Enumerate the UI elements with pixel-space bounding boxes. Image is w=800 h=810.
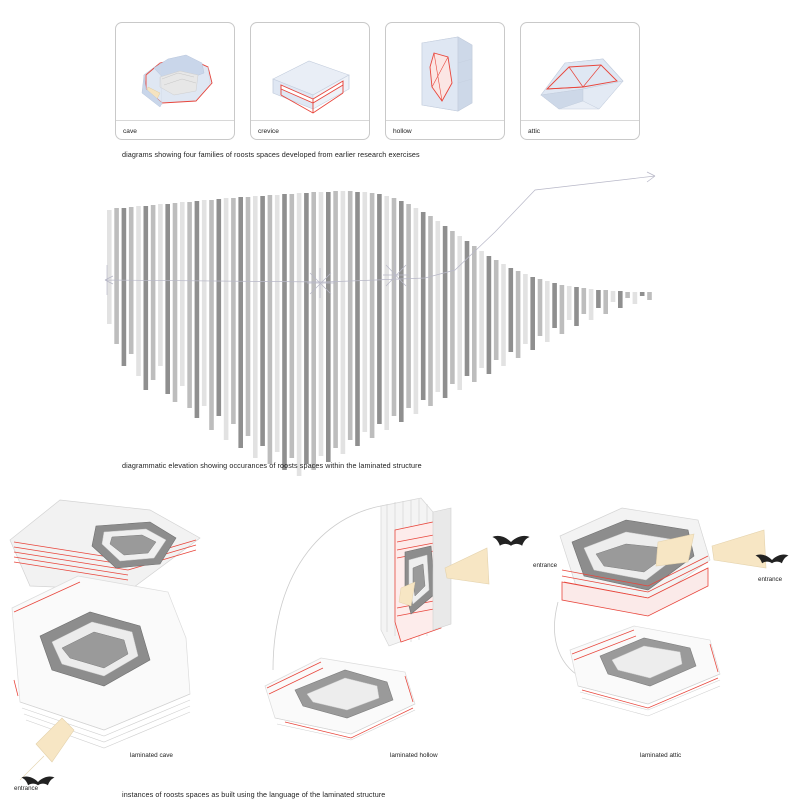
- elevation-fin: [501, 264, 506, 366]
- tile-divider: [116, 120, 234, 121]
- elevation-fin: [180, 202, 185, 386]
- tile-attic: [520, 22, 640, 140]
- elevation-fin: [304, 193, 309, 464]
- elevation-fin: [574, 287, 579, 326]
- elevation-fin: [603, 290, 608, 314]
- elevation-fin: [384, 196, 389, 430]
- elevation-fin: [472, 246, 477, 382]
- elevation-fin: [333, 191, 338, 448]
- elevation-fin: [114, 208, 119, 344]
- elevation-fin: [421, 212, 426, 400]
- elevation-fin: [370, 193, 375, 438]
- elevation-fin: [582, 288, 587, 314]
- elevation-fin: [363, 192, 368, 432]
- bat-icon: [22, 777, 55, 786]
- elevation-fin: [552, 283, 557, 328]
- elevation-fin: [173, 203, 178, 402]
- elevation-fin: [436, 221, 441, 392]
- elevation-fin: [457, 236, 462, 390]
- elevation-fins: [107, 191, 652, 476]
- tile-divider: [521, 120, 639, 121]
- elevation-fin: [414, 208, 419, 414]
- elevation-fin: [530, 277, 535, 350]
- elevation-fin: [465, 241, 470, 376]
- elevation-fin: [589, 289, 594, 320]
- tile-label-cave: cave: [123, 128, 137, 135]
- tile-hollow: [385, 22, 505, 140]
- caption-instances: instances of roosts spaces as built using the language of the laminated structure: [122, 790, 386, 799]
- tile-divider: [251, 120, 369, 121]
- elevation-fin: [165, 204, 170, 394]
- elevation-fin: [392, 198, 397, 416]
- instance-hollow-art: [255, 490, 545, 740]
- entrance-label-cave: entrance: [14, 785, 39, 792]
- elevation-fin: [377, 194, 382, 424]
- elevation-fin: [516, 271, 521, 358]
- entrance-label-attic: entrance: [758, 576, 783, 583]
- elevation-fin: [151, 205, 156, 380]
- elevation-fin: [479, 251, 484, 368]
- elevation-fin: [136, 206, 141, 376]
- elevation-fin: [611, 291, 616, 302]
- elevation-fin: [406, 204, 411, 408]
- elevation-fin: [290, 194, 295, 458]
- tile-label-hollow: hollow: [393, 128, 412, 135]
- elevation-fin: [253, 196, 258, 458]
- elevation-fin: [545, 281, 550, 342]
- crevice-diagram-art: [251, 23, 369, 122]
- elevation-diagram: [95, 160, 675, 460]
- elevation-fin: [311, 192, 316, 470]
- elevation-fin: [260, 196, 265, 446]
- instance-label-cave: laminated cave: [130, 752, 173, 759]
- elevation-fin: [348, 191, 353, 440]
- elevation-fin: [618, 291, 623, 308]
- elevation-fin: [494, 260, 499, 360]
- elevation-fin: [567, 286, 572, 320]
- elevation-fin: [355, 192, 360, 446]
- elevation-fin: [144, 206, 149, 390]
- elevation-fin: [209, 200, 214, 430]
- bat-icon: [492, 536, 529, 546]
- elevation-fin: [647, 292, 652, 300]
- elevation-fin: [282, 194, 287, 470]
- tile-label-crevice: crevice: [258, 128, 279, 135]
- elevation-fin: [450, 231, 455, 384]
- elevation-fin: [560, 285, 565, 334]
- elevation-fin: [596, 290, 601, 308]
- tile-cave: [115, 22, 235, 140]
- elevation-fin: [625, 292, 630, 298]
- entrance-label-hollow: entrance: [533, 562, 558, 569]
- elevation-fin: [158, 204, 163, 366]
- elevation-fin: [399, 201, 404, 422]
- elevation-fin: [107, 210, 112, 324]
- elevation-fin: [224, 198, 229, 440]
- hollow-diagram-art: [386, 23, 504, 122]
- elevation-fin: [195, 201, 200, 418]
- instance-cave: [0, 480, 260, 792]
- elevation-fin: [217, 199, 222, 416]
- tile-crevice: [250, 22, 370, 140]
- elevation-chart: [95, 160, 675, 460]
- elevation-fin: [487, 256, 492, 374]
- elevation-fin: [238, 197, 243, 448]
- elevation-fin: [523, 274, 528, 344]
- elevation-fin: [633, 292, 638, 304]
- elevation-fin: [538, 279, 543, 336]
- elevation-fin: [122, 208, 127, 366]
- elevation-fin: [319, 192, 324, 456]
- instance-label-hollow: laminated hollow: [390, 752, 438, 759]
- instance-hollow: [255, 490, 558, 759]
- elevation-fin: [246, 197, 251, 436]
- elevation-fin: [231, 198, 236, 424]
- elevation-fin: [202, 200, 207, 406]
- elevation-fin: [297, 193, 302, 476]
- elevation-fin: [326, 192, 331, 462]
- instance-attic-art: [530, 490, 800, 740]
- elevation-fin: [640, 292, 645, 296]
- caption-typologies: diagrams showing four families of roosts spaces developed from earlier research exercises: [122, 150, 420, 159]
- elevation-fin: [428, 216, 433, 406]
- attic-diagram-art: [521, 23, 639, 122]
- cave-diagram-art: [116, 23, 234, 122]
- elevation-fin: [268, 195, 273, 464]
- tile-label-attic: attic: [528, 128, 541, 135]
- instance-cave-art: [0, 480, 260, 780]
- instance-label-attic: laminated attic: [640, 752, 682, 759]
- elevation-fin: [275, 195, 280, 452]
- elevation-fin: [509, 268, 514, 352]
- instance-attic: [530, 490, 800, 759]
- elevation-fin: [443, 226, 448, 398]
- caption-elevation: diagrammatic elevation showing occurances of roosts spaces within the laminated structure: [122, 461, 422, 470]
- elevation-fin: [187, 202, 192, 408]
- tile-divider: [386, 120, 504, 121]
- elevation-fin: [341, 191, 346, 454]
